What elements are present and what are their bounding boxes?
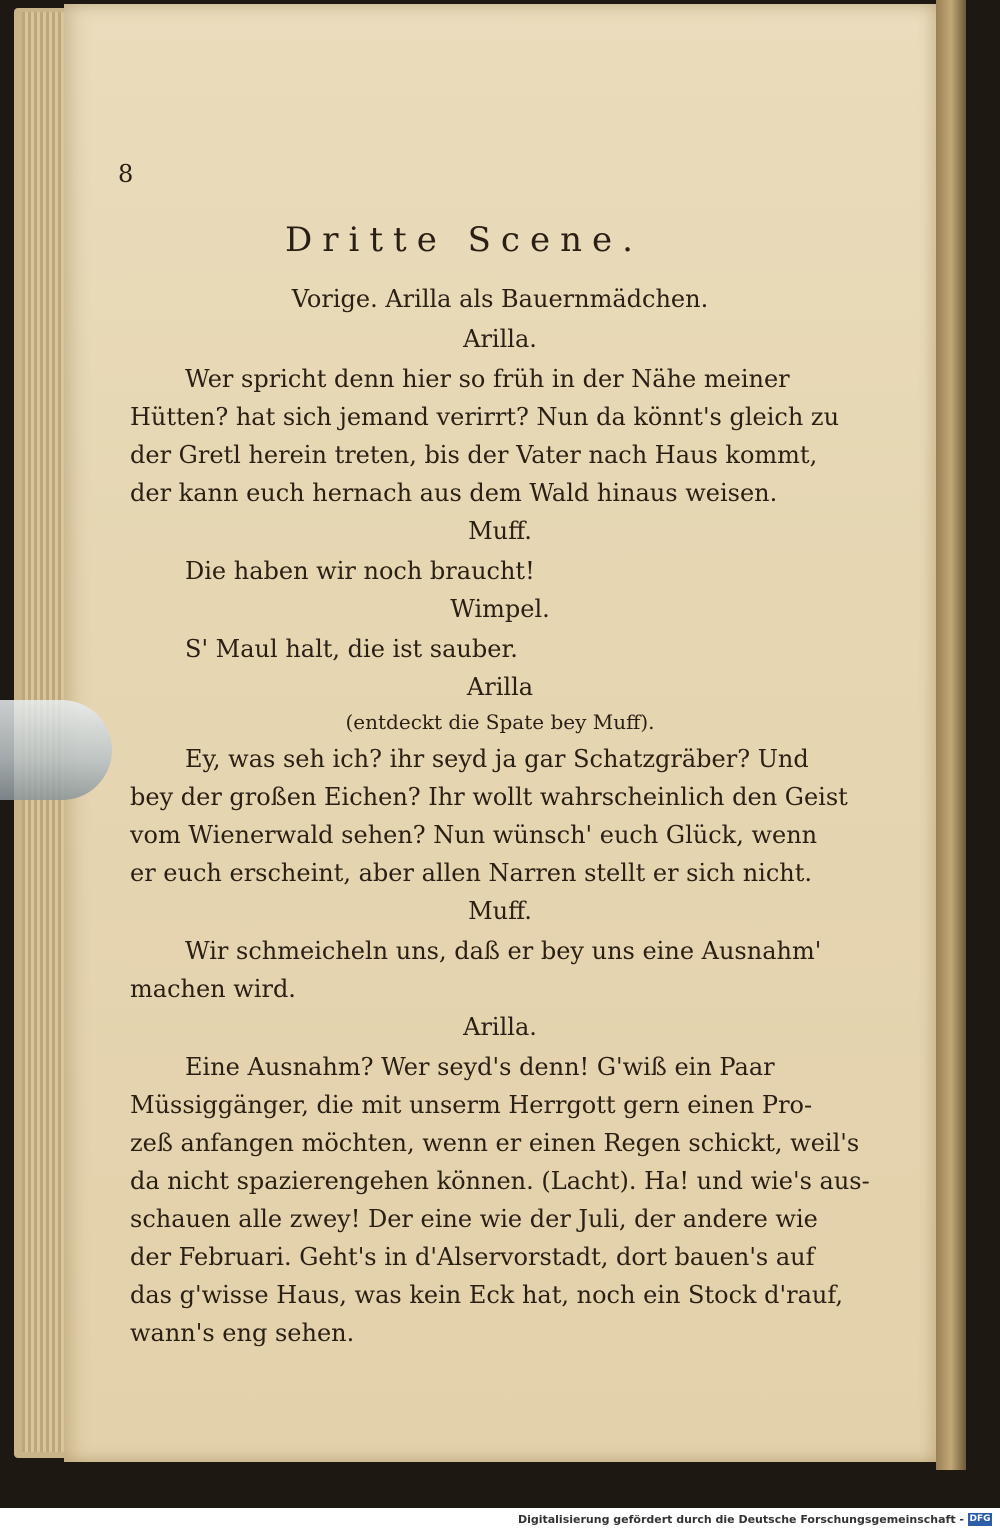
- speaker-name: Arilla: [466, 673, 534, 701]
- page-number: 8: [118, 160, 134, 188]
- page-clip: [0, 700, 112, 800]
- text-line: Müssiggänger, die mit unserm Herrgott gern einen Pro-: [130, 1091, 813, 1119]
- text-line: der kann euch hernach aus dem Wald hinaus weisen.: [130, 479, 778, 507]
- text-line: da nicht spazierengehen können. (Lacht). Ha! und wie's aus-: [130, 1167, 870, 1195]
- text-line: der Februari. Geht's in d'Alservorstadt, dort bauen's auf: [130, 1243, 815, 1271]
- text-line: zeß anfangen möchten, wenn er einen Regen schickt, weil's: [130, 1129, 860, 1157]
- scene-title: Dritte Scene.: [285, 220, 643, 260]
- text-line: schauen alle zwey! Der eine wie der Juli, der andere wie: [130, 1205, 818, 1233]
- stage-direction: (entdeckt die Spate bey Muff).: [345, 710, 655, 734]
- text-line: vom Wienerwald sehen? Nun wünsch' euch Glück, wenn: [130, 821, 818, 849]
- text-line: Wer spricht denn hier so früh in der Nähe meiner: [185, 365, 790, 393]
- text-line: Ey, was seh ich? ihr seyd ja gar Schatzgräber? Und: [185, 745, 809, 773]
- text-line: das g'wisse Haus, was kein Eck hat, noch ein Stock d'rauf,: [130, 1281, 844, 1309]
- text-line: Hütten? hat sich jemand verirrt? Nun da könnt's gleich zu: [130, 403, 840, 431]
- text-line: machen wird.: [130, 975, 296, 1003]
- text-line: er euch erscheint, aber allen Narren stellt er sich nicht.: [130, 859, 813, 887]
- text-line: S' Maul halt, die ist sauber.: [185, 635, 518, 663]
- speaker-name: Arilla.: [463, 1013, 537, 1041]
- footer-bar: [0, 1508, 1000, 1531]
- dfg-logo: DFG: [969, 1514, 991, 1524]
- text-line: Die haben wir noch braucht!: [185, 557, 535, 585]
- speaker-name: Wimpel.: [450, 595, 550, 623]
- speaker-name: Muff.: [468, 517, 532, 545]
- text-line: Eine Ausnahm? Wer seyd's denn! G'wiß ein Paar: [185, 1053, 775, 1081]
- speaker-name: Muff.: [468, 897, 532, 925]
- text-line: wann's eng sehen.: [130, 1319, 355, 1347]
- speaker-name: Arilla.: [463, 325, 537, 353]
- footer-credit: Digitalisierung gefördert durch die Deutsche Forschungsgemeinschaft -: [517, 1513, 964, 1526]
- text-line: bey der großen Eichen? Ihr wollt wahrscheinlich den Geist: [130, 783, 848, 811]
- stage-intro: Vorige. Arilla als Bauernmädchen.: [291, 285, 709, 313]
- book-right-edge: [936, 0, 966, 1470]
- text-line: der Gretl herein treten, bis der Vater nach Haus kommt,: [130, 441, 818, 469]
- text-line: Wir schmeicheln uns, daß er bey uns eine Ausnahm': [185, 937, 822, 965]
